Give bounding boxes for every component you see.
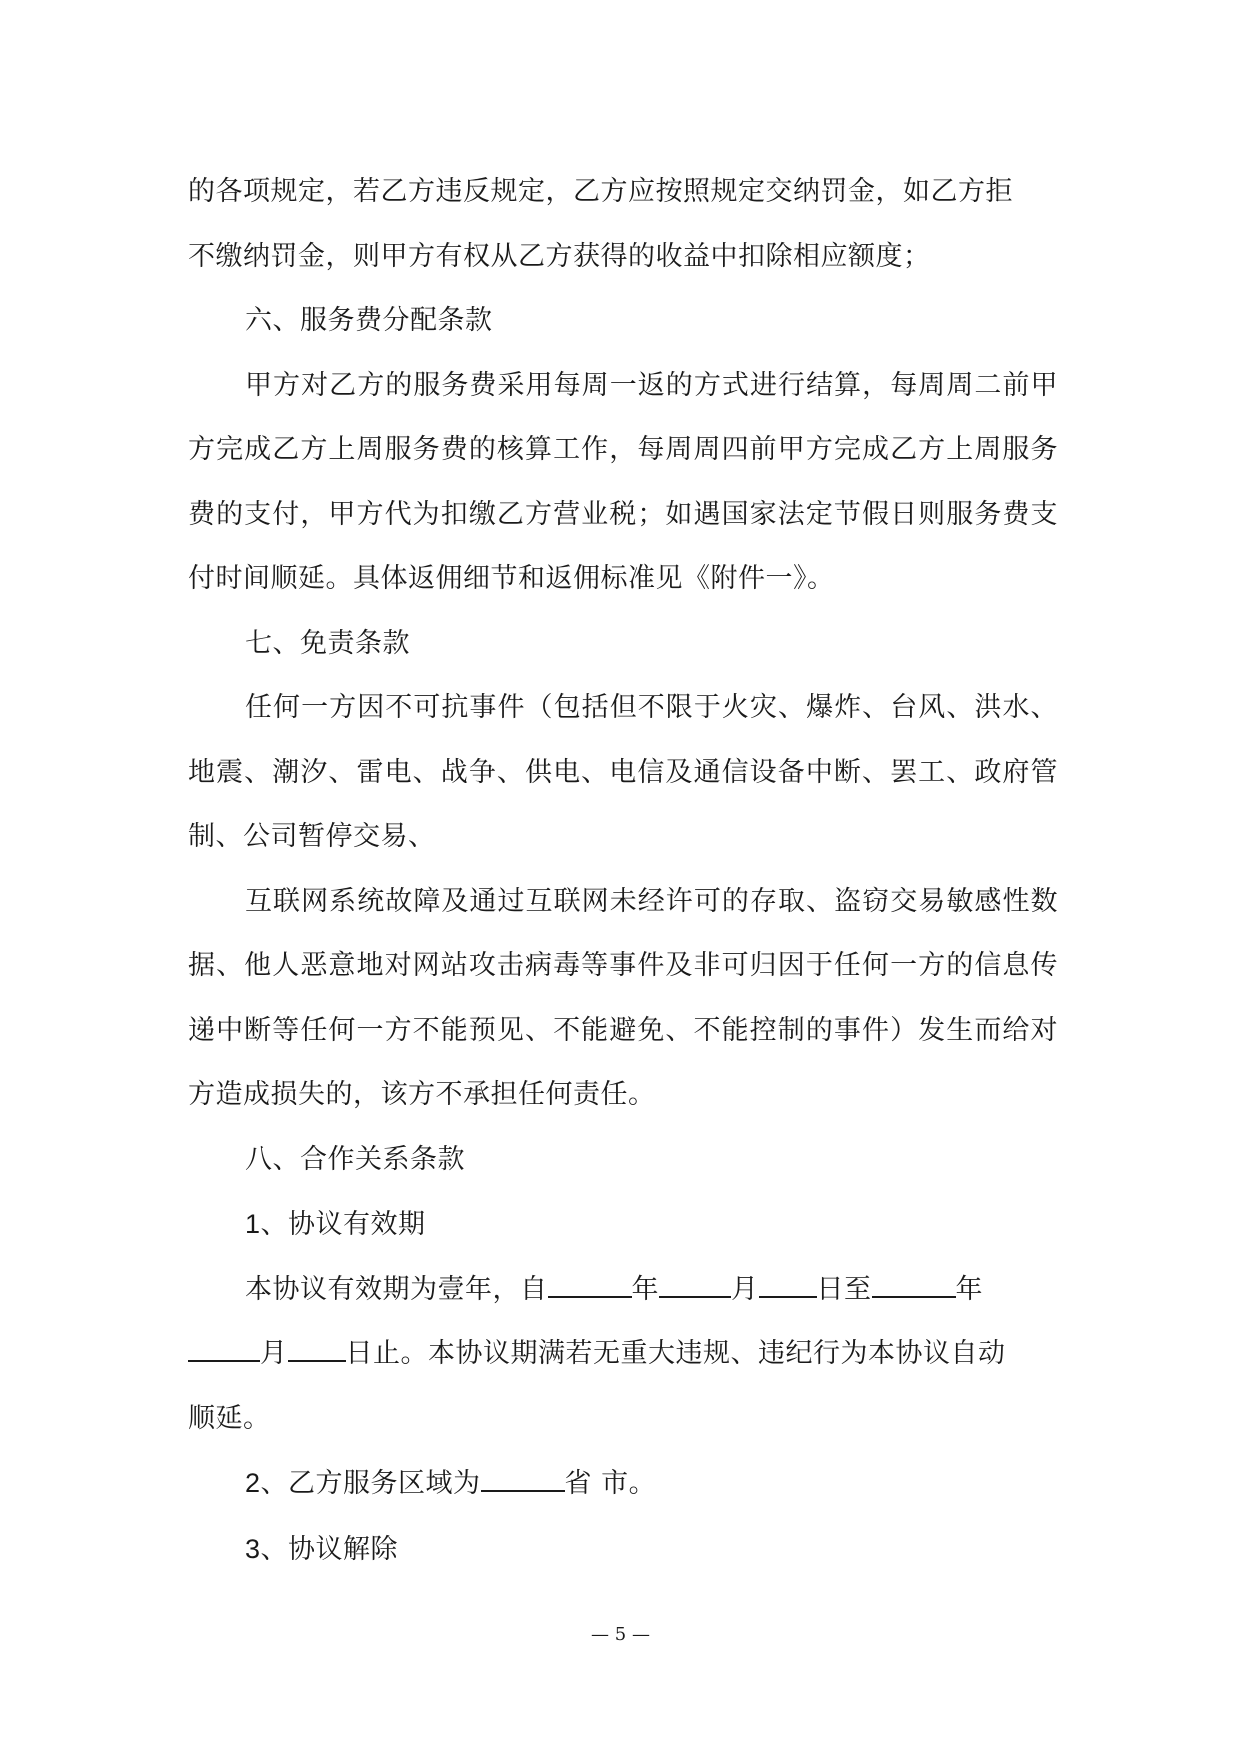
- item-number: 1: [245, 1209, 261, 1239]
- item-end: 省 市。: [564, 1468, 657, 1499]
- paragraph-internet-failure: 互联网系统故障及通过互联网未经许可的存取、盗窃交易敏感性数据、他人恶意地对网站攻击病毒等事件及非可归因于任何一方的信息传递中断等任何一方不能预见、不能避免、不能控制的事件）发生而给对方造成损失的，该方不承担任何责任。: [188, 885, 1058, 1110]
- item-label: 、协议有效期: [260, 1209, 426, 1240]
- heading-service-fee: 六、服务费分配条款: [245, 305, 493, 336]
- end-month-blank[interactable]: [188, 1334, 260, 1362]
- month-label: 月: [260, 1338, 288, 1369]
- item-number: 2: [245, 1468, 261, 1498]
- paragraph-validity: [188, 1258, 1058, 1452]
- start-year-blank[interactable]: [548, 1270, 632, 1298]
- start-month-blank[interactable]: [659, 1270, 731, 1298]
- paragraph-penalty: [188, 160, 1058, 289]
- page-number: — 5 —: [591, 1624, 650, 1645]
- item-label: 、协议解除: [260, 1533, 399, 1565]
- item-validity-heading: [188, 1192, 1058, 1258]
- year-label: 年: [955, 1273, 983, 1305]
- document-body: [188, 160, 1058, 1582]
- item-service-area: [188, 1451, 1058, 1517]
- paragraph-penalty-line2: 不缴纳罚金，则甲方有权从乙方获得的收益中扣除相应额度；: [188, 240, 931, 272]
- heading-disclaimer: 七、免责条款: [245, 627, 410, 659]
- item-label: 、乙方服务区域为: [260, 1468, 481, 1499]
- validity-extend: 顺延。: [188, 1402, 271, 1434]
- month-label: 月: [731, 1273, 759, 1305]
- paragraph-penalty-line1: 的各项规定，若乙方违反规定，乙方应按照规定交纳罚金，如乙方拒: [188, 176, 1013, 207]
- item-termination: [188, 1517, 1058, 1583]
- heading-cooperation: 八、合作关系条款: [245, 1143, 465, 1175]
- province-blank[interactable]: [481, 1464, 565, 1492]
- end-day-blank[interactable]: [288, 1334, 346, 1362]
- validity-end-text: 日止。本协议期满若无重大违规、违纪行为本协议自动: [345, 1338, 1006, 1369]
- paragraph-service-fee: 甲方对乙方的服务费采用每周一返的方式进行结算，每周周二前甲方完成乙方上周服务费的核算工作，每周周四前甲方完成乙方上周服务费的支付，甲方代为扣缴乙方营业税；如遇国家法定节假日则服务费支付时间顺延。具体返佣细节和返佣标准见《附件一》。: [188, 369, 1058, 594]
- end-year-blank[interactable]: [872, 1270, 956, 1298]
- validity-intro: 本协议有效期为壹年，自: [245, 1273, 548, 1305]
- item-number: 3: [245, 1533, 261, 1564]
- day-to-label: 日至: [816, 1273, 872, 1305]
- paragraph-force-majeure: 任何一方因不可抗事件（包括但不限于火灾、爆炸、台风、洪水、地震、潮汐、雷电、战争、供电、电信及通信设备中断、罢工、政府管制、公司暂停交易、: [188, 692, 1058, 852]
- start-day-blank[interactable]: [759, 1270, 817, 1298]
- year-label: 年: [631, 1273, 659, 1305]
